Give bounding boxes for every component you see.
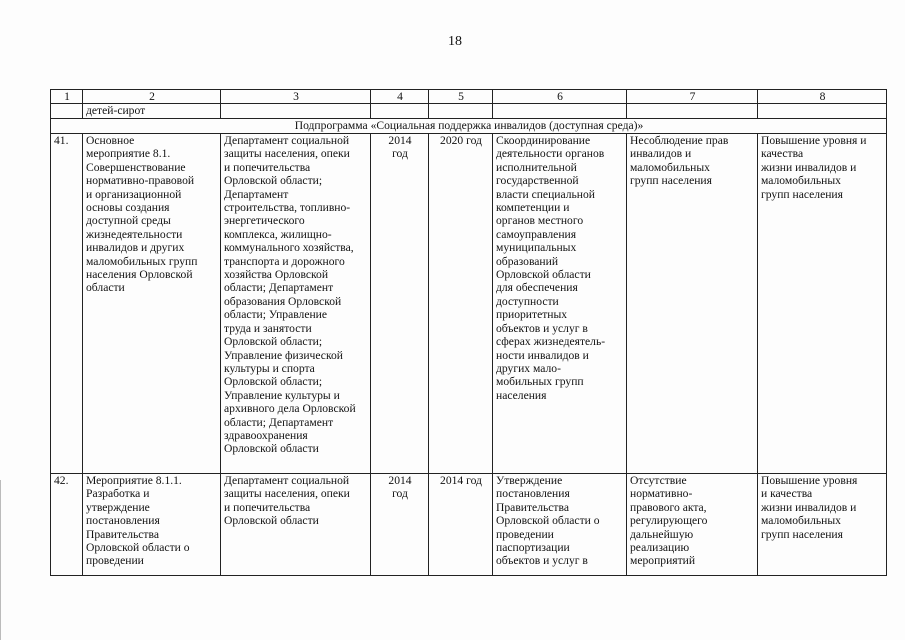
activity-cell: Основное мероприятие 8.1. Совершенствование нормативно-правовой и организационной основы создания доступной среды жизнедеятельности инвалидов и других маломобильных групп населения Орловской области — [83, 134, 221, 474]
table-row — [51, 474, 887, 576]
continuation-text: детей-сирот — [83, 104, 221, 119]
subprogram-row — [51, 119, 887, 134]
table-row — [51, 134, 887, 474]
scan-edge-line — [0, 480, 1, 640]
column-header: 2 — [83, 90, 221, 104]
row-number: 41. — [51, 134, 83, 474]
column-header: 1 — [51, 90, 83, 104]
end-date-cell: 2020 год — [429, 134, 493, 474]
expected-result-cell: Скоординирование деятельности органов исполнительной государственной власти специальной компетенции и органов местного самоуправления муниципальных образований Орловской области для обеспечения доступности приоритетных объектов и услуг в сферах жизнедеятель- ности инвалидов и других мало- мобильных групп населения — [493, 134, 627, 474]
column-header: 6 — [493, 90, 627, 104]
row-number: 42. — [51, 474, 83, 576]
column-header: 8 — [758, 90, 887, 104]
column-header: 5 — [429, 90, 493, 104]
column-header: 7 — [627, 90, 758, 104]
indicators-cell: Повышение уровня и качества жизни инвалидов и маломобильных групп населения — [758, 134, 887, 474]
start-date-cell: 2014 год — [371, 474, 429, 576]
continuation-row — [51, 104, 887, 119]
consequences-cell: Отсутствие нормативно- правового акта, регулирующего дальнейшую реализацию мероприятий — [627, 474, 758, 576]
column-number-row — [51, 90, 887, 104]
end-date-cell: 2014 год — [429, 474, 493, 576]
subprogram-title: Подпрограмма «Социальная поддержка инвалидов (доступная среда)» — [51, 119, 887, 134]
consequences-cell: Несоблюдение прав инвалидов и маломобильных групп населения — [627, 134, 758, 474]
executor-cell: Департамент социальной защиты населения, опеки и попечительства Орловской области; Департамент строительства, топливно- энергетического комплекса, жилищно- коммунального хозяйства, транспорта и дорожного хозяйства Орловской области; Департамент образования Орловской области; Управление труда и занятости Орловской области; Управление физической культуры и спорта Орловской области; Управление культуры и архивного дела Орловской области; Департамент здравоохранения Орловской области — [221, 134, 371, 474]
activity-cell: Мероприятие 8.1.1. Разработка и утверждение постановления Правительства Орловской области о проведении — [83, 474, 221, 576]
column-header: 4 — [371, 90, 429, 104]
indicators-cell: Повышение уровня и качества жизни инвалидов и маломобильных групп населения — [758, 474, 887, 576]
start-date-cell: 2014 год — [371, 134, 429, 474]
column-header: 3 — [221, 90, 371, 104]
activities-table — [50, 89, 887, 576]
executor-cell: Департамент социальной защиты населения, опеки и попечительства Орловской области — [221, 474, 371, 576]
page-number: 18 — [448, 34, 462, 49]
expected-result-cell: Утверждение постановления Правительства Орловской области о проведении паспортизации объектов и услуг в — [493, 474, 627, 576]
